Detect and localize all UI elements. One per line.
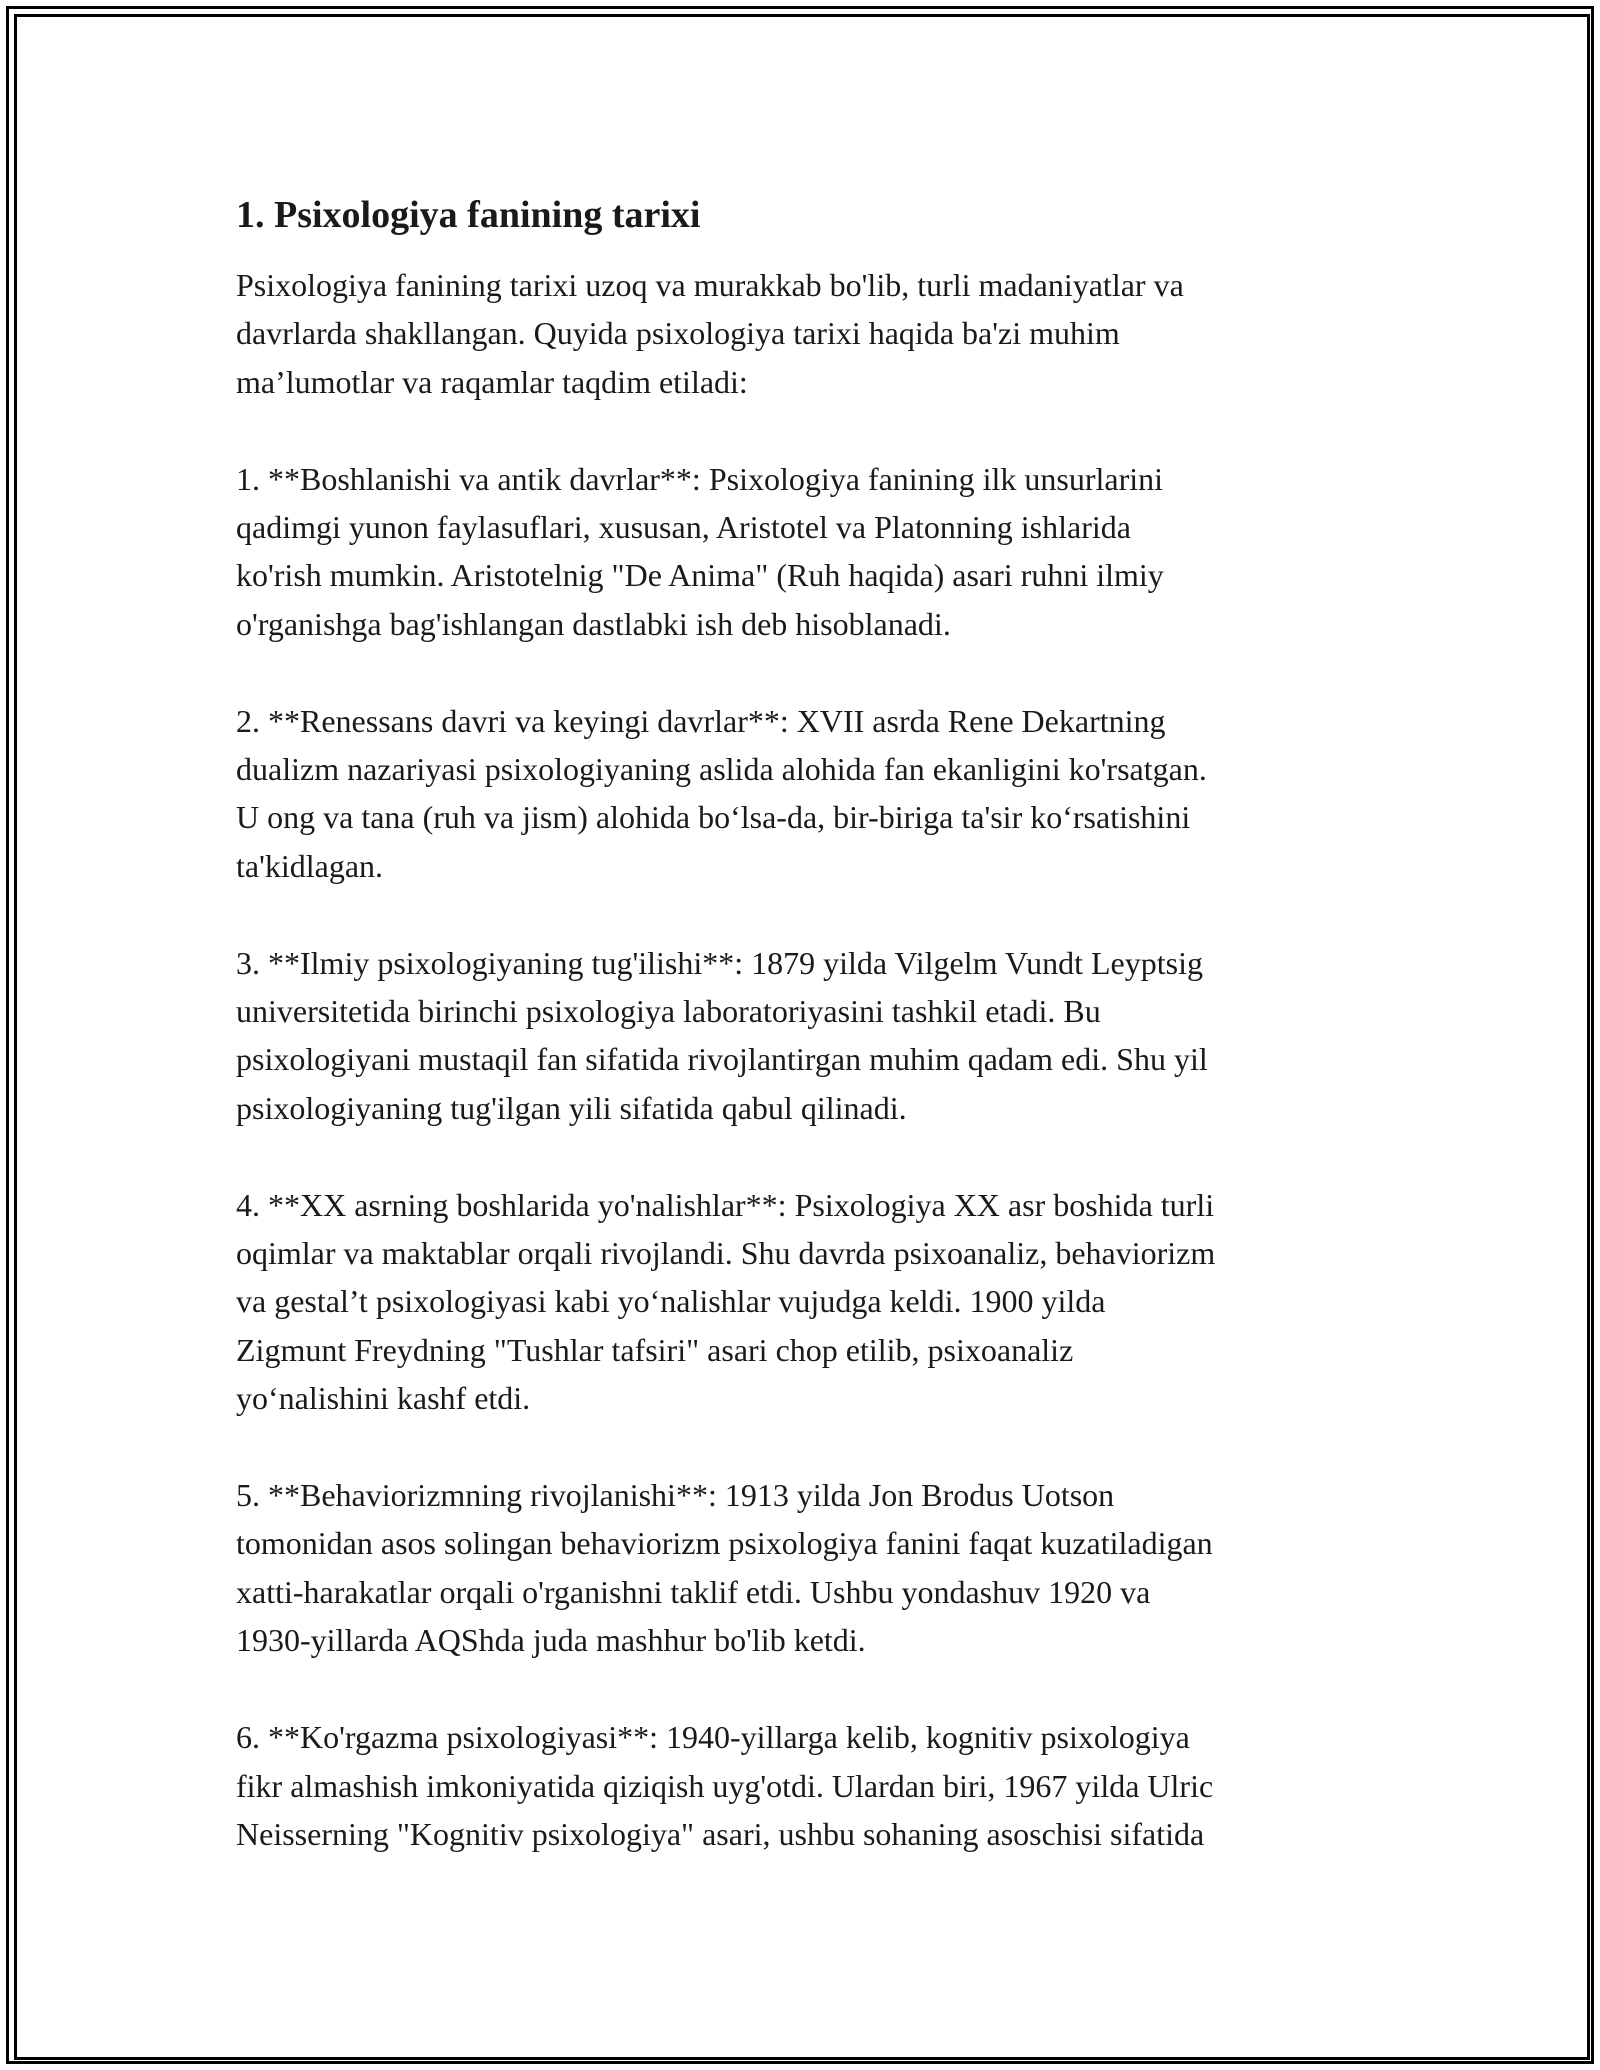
text-line: qadimgi yunon faylasuflari, xususan, Aristotel va Platonning ishlarida	[236, 509, 1131, 546]
text-line: 6. **Ko'rgazma psixologiyasi**: 1940-yillarga kelib, kognitiv psixologiya	[236, 1719, 1190, 1756]
text-line: 1. **Boshlanishi va antik davrlar**: Psixologiya fanining ilk unsurlarini	[236, 460, 1163, 497]
text-line: psixologiyani mustaqil fan sifatida rivojlantirgan muhim qadam edi. Shu yil	[236, 1041, 1208, 1078]
text-line: oqimlar va maktablar orqali rivojlandi. Shu davrda psixoanaliz, behaviorizm	[236, 1235, 1216, 1272]
text-line: 2. **Renessans davri va keyingi davrlar**: XVII asrda Rene Dekartning	[236, 702, 1166, 739]
text-line: davrlarda shakllangan. Quyida psixologiya tarixi haqida ba'zi muhim	[236, 315, 1120, 352]
text-line: tomonidan asos solingan behaviorizm psixologiya fanini faqat kuzatiladigan	[236, 1525, 1213, 1562]
list-item-paragraph	[236, 1181, 1386, 1423]
text-line: 4. **XX asrning boshlarida yo'nalishlar**: Psixologiya XX asr boshida turli	[236, 1186, 1215, 1223]
intro-paragraph	[236, 261, 1386, 406]
text-line: U ong va tana (ruh va jism) alohida bo‘lsa-da, bir-biriga ta'sir ko‘rsatishini	[236, 799, 1191, 836]
text-line: o'rganishga bag'ishlangan dastlabki ish deb hisoblanadi.	[236, 605, 951, 642]
text-line: Psixologiya fanining tarixi uzoq va murakkab bo'lib, turli madaniyatlar va	[236, 267, 1184, 303]
document-body	[236, 185, 1386, 1907]
list-item-paragraph	[236, 1713, 1386, 1858]
text-line: yo‘nalishini kashf etdi.	[236, 1380, 531, 1417]
text-line: Neisserning "Kognitiv psixologiya" asari, ushbu sohaning asoschisi sifatida	[236, 1815, 1205, 1852]
list-item-paragraph	[236, 1471, 1386, 1665]
text-line: fikr almashish imkoniyatida qiziqish uyg'otdi. Ulardan biri, 1967 yilda Ulric	[236, 1767, 1214, 1804]
text-line: ma’lumotlar va raqamlar taqdim etiladi:	[236, 363, 748, 400]
list-item-paragraph	[236, 697, 1386, 891]
text-line: xatti-harakatlar orqali o'rganishni taklif etdi. Ushbu yondashuv 1920 va	[236, 1573, 1151, 1610]
text-line: universitetida birinchi psixologiya laboratoriyasini tashkil etadi. Bu	[236, 993, 1101, 1030]
text-line: 3. **Ilmiy psixologiyaning tug'ilishi**: 1879 yilda Vilgelm Vundt Leyptsig	[236, 944, 1203, 981]
text-line: dualizm nazariyasi psixologiyaning aslida alohida fan ekanligini ko'rsatgan.	[236, 751, 1207, 788]
list-item-paragraph	[236, 455, 1386, 649]
text-line: 1930-yillarda AQShda juda mashhur bo'lib ketdi.	[236, 1622, 866, 1659]
section-heading: 1. Psixologiya fanining tarixi	[236, 194, 701, 236]
list-item-paragraph	[236, 939, 1386, 1133]
text-line: psixologiyaning tug'ilgan yili sifatida qabul qilinadi.	[236, 1089, 907, 1126]
text-line: ko'rish mumkin. Aristotelnig "De Anima" (Ruh haqida) asari ruhni ilmiy	[236, 557, 1164, 594]
text-line: 5. **Behaviorizmning rivojlanishi**: 1913 yilda Jon Brodus Uotson	[236, 1477, 1115, 1514]
text-line: va gestal’t psixologiyasi kabi yo‘nalishlar vujudga keldi. 1900 yilda	[236, 1283, 1106, 1320]
text-line: Zigmunt Freydning "Tushlar tafsiri" asari chop etilib, psixoanaliz	[236, 1331, 1074, 1368]
text-line: ta'kidlagan.	[236, 847, 384, 884]
